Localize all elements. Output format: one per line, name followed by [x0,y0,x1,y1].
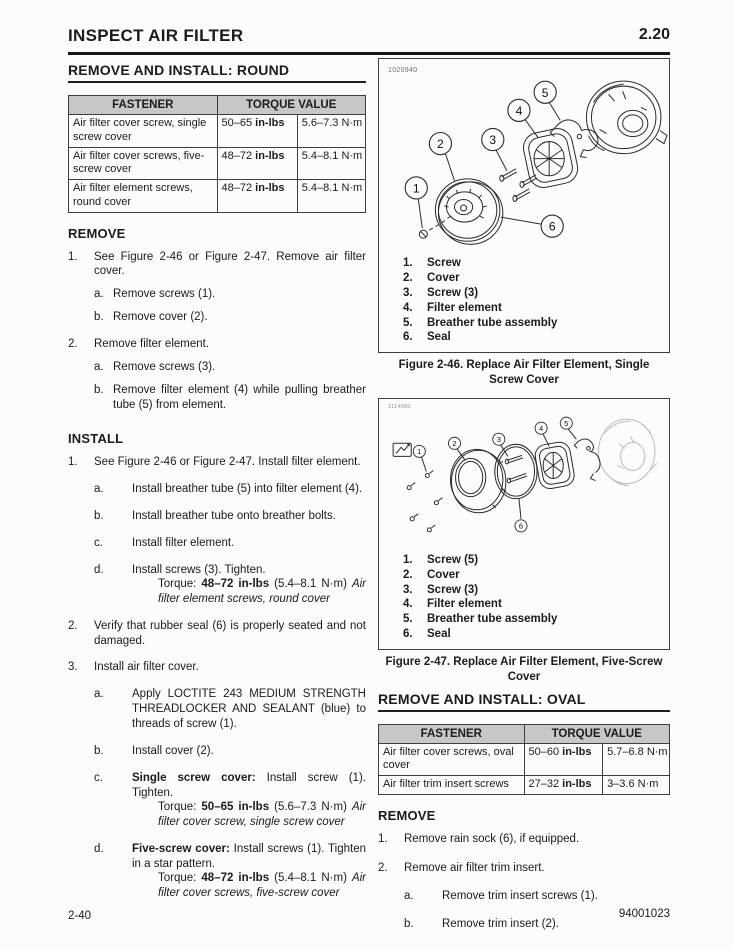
col-header-fastener: FASTENER [69,96,218,115]
footer-doc-number: 94001023 [618,908,670,920]
svg-text:1: 1 [417,447,422,457]
callout-2 [429,133,451,155]
oval-torque-table [378,724,670,795]
callout-4 [535,422,547,434]
svg-text:3: 3 [496,435,501,445]
fig47-legend [379,552,669,649]
step: 1. See Figure 2-46 or Figure 2-47. Remove air filter cover. [68,250,366,278]
inlbs-cell: 48–72 in-lbs [217,147,297,180]
table-header-row [69,96,366,115]
nm-cell: 3–3.6 N·m [603,776,670,795]
legend-item: 4. Filter element [403,301,502,314]
fastener-cell: Air filter trim insert screws [379,776,525,795]
substep: a. Remove screws (3). [94,361,216,374]
legend-item: 4. Filter element [403,598,502,611]
footer-page-number: 2-40 [68,910,92,922]
legend-item: 1. Screw [403,257,461,270]
substep: c. Single screw cover: Install screw (1). Tighten. [94,772,366,800]
substep: b. Remove filter element (4) while pulling breather tube (5) from element. [94,384,366,412]
legend-item: 1. Screw (5) [403,554,479,567]
substep: a. Remove screws (1). [94,288,216,301]
callout-1 [405,177,427,199]
section-heading-oval: REMOVE AND INSTALL: OVAL [378,691,670,712]
figure-image-id: 1020940 [388,67,418,74]
section-heading-round: REMOVE AND INSTALL: ROUND [68,62,366,83]
substep: d. Install screws (3). Tighten. [94,563,266,576]
table-row [69,180,366,213]
torque-spec: Torque: 48–72 in-lbs (5.4–8.1 N·m) Air filter cover screws, five-screw cover [158,871,367,899]
callout-3 [482,128,504,150]
substep: a. Remove trim insert screws (1). [404,889,598,902]
table-row [379,776,670,795]
substep: c. Install filter element. [94,536,235,549]
nm-cell: 5.7–6.8 N·m [603,743,670,776]
fastener-cell: Air filter cover screws, oval cover [379,743,525,776]
legend-item: 3. Screw (3) [403,583,479,596]
svg-text:6: 6 [548,219,556,234]
callout-3 [493,433,505,445]
svg-text:6: 6 [518,521,524,531]
remove-heading: REMOVE [68,225,126,241]
legend-item: 5. Breather tube assembly [403,613,558,626]
substep: b. Install breather tube onto breather bolts. [94,509,336,522]
callout-6 [541,215,563,237]
oval-remove-heading: REMOVE [378,807,436,823]
inlbs-cell: 48–72 in-lbs [217,180,297,213]
nm-cell: 5.4–8.1 N·m [297,147,365,180]
svg-text:4: 4 [515,103,523,118]
table-row [69,115,366,148]
step: 2. Remove filter element. [68,338,210,351]
torque-spec: Torque: 48–72 in-lbs (5.4–8.1 N·m) Air filter element screws, round cover [158,577,367,605]
substep: b. Remove trim insert (2). [404,917,559,930]
round-torque-table [68,95,366,213]
legend-item: 2. Cover [403,272,460,285]
callout-1 [413,445,425,457]
nm-cell: 5.6–7.3 N·m [297,115,365,148]
inlbs-cell: 50–65 in-lbs [217,115,297,148]
table-row [379,743,670,776]
svg-text:5: 5 [541,85,549,100]
svg-text:2: 2 [452,439,457,449]
substep: b. Remove cover (2). [94,311,208,324]
svg-text:3: 3 [489,133,497,148]
legend-item: 2. Cover [403,568,460,581]
legend-item: 3. Screw (3) [403,286,479,299]
callout-6 [515,520,527,532]
legend-item: 6. Seal [403,628,451,641]
figure-image-id: 1114080 [388,404,411,410]
svg-text:2: 2 [437,137,444,152]
substep: a. Install breather tube (5) into filter element (4). [94,482,363,495]
fig46-exploded-diagram [379,59,669,255]
inlbs-cell: 27–32 in-lbs [524,776,603,795]
table-row [69,147,366,180]
svg-text:5: 5 [564,418,569,428]
callout-2 [448,437,460,449]
legend-item: 6. Seal [403,331,451,344]
fastener-cell: Air filter cover screws, five-screw cover [69,147,218,180]
figure-2-47-box [378,398,670,650]
col-header-fastener: FASTENER [379,724,525,743]
step: 1. See Figure 2-46 or Figure 2-47. Install filter element. [68,456,361,468]
right-column [378,58,670,944]
col-header-torque: TORQUE VALUE [524,724,670,743]
left-column [68,62,366,913]
table-header-row [379,724,670,743]
page-title: INSPECT AIR FILTER [68,26,244,45]
nm-cell: 5.4–8.1 N·m [297,180,365,213]
figure-2-46-box [378,58,670,353]
step: 2. Verify that rubber seal (6) is properly seated and not damaged. [68,619,366,647]
callout-5 [560,417,572,429]
step: 2. Remove air filter trim insert. [378,861,545,874]
substep: a. Apply LOCTITE 243 MEDIUM STRENGTH THREADLOCKER AND SEALANT (blue) to threads of screw (1). [94,688,366,731]
inlbs-cell: 50–60 in-lbs [524,743,603,776]
section-number: 2.20 [638,26,670,43]
fig47-exploded-diagram [379,399,669,552]
legend-item: 5. Breather tube assembly [403,316,558,329]
col-header-torque: TORQUE VALUE [217,96,366,115]
svg-text:1: 1 [412,181,420,196]
callout-4 [508,99,530,121]
svg-text:4: 4 [539,424,544,434]
step: 3. Install air filter cover. [68,661,199,674]
callout-5 [534,81,556,103]
header-rule [68,52,670,55]
fastener-cell: Air filter cover screw, single screw cover [69,115,218,148]
fig46-caption: Figure 2-46. Replace Air Filter Element, Single Screw Cover [398,359,650,387]
fig46-legend [379,255,669,352]
step: 1. Remove rain sock (6), if equipped. [378,832,580,845]
fastener-cell: Air filter element screws, round cover [69,180,218,213]
substep: b. Install cover (2). [94,745,214,758]
fig47-caption: Figure 2-47. Replace Air Filter Element, Five-Screw Cover [385,655,663,683]
substep: d. Five-screw cover: Install screws (1). Tighten in a star pattern. [94,842,366,870]
install-heading: INSTALL [68,431,124,446]
torque-spec: Torque: 50–65 in-lbs (5.6–7.3 N·m) Air filter cover screw, single screw cover [158,801,367,828]
